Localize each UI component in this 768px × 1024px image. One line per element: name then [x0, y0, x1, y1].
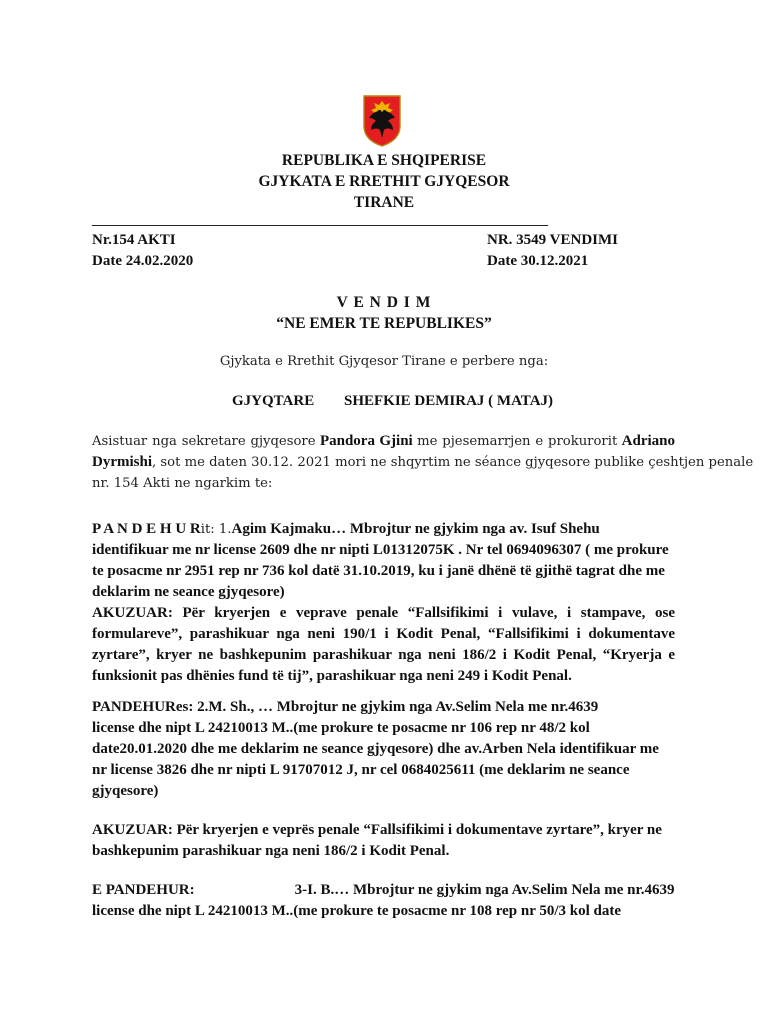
assisted-line-2: Dyrmishi, sot me daten 30.12. 2021 mori ne shqyrtim ne séance gjyqesore publike çeshtjen penale [92, 454, 754, 470]
albanian-coat-of-arms-icon [361, 92, 403, 148]
akti-date: Date 24.02.2020 [92, 253, 194, 269]
defendant-2-line-4: nr license 3826 dhe nr nipti L 91707012 J, nr cel 0684025611 (me deklarim ne seance [92, 762, 630, 778]
vendimi-date: Date 30.12.2021 [487, 253, 589, 269]
assisted-line-3: nr. 154 Akti ne ngarkim te: [92, 476, 273, 491]
defendant-3-line-2: license dhe nipt L 24210013 M..(me prokure te posacme nr 108 rep nr 50/3 kol date [92, 903, 622, 919]
header-divider [92, 225, 548, 226]
vendimi-number: NR. 3549 VENDIMI [487, 232, 618, 248]
charge-1-line-2: formulareve”, parashikuar nga neni 190/1 i Kodit Penal, “Fallsifikimi i dokumentave [92, 626, 675, 642]
defendant-2-line-5: gjyqesore) [92, 783, 159, 799]
assisted-line-1: Asistuar nga sekretare gjyqesore Pandora Gjini me pjesemarrjen e prokurorit Adriano [92, 433, 676, 449]
decision-title: V E N D I M [336, 294, 432, 311]
defendant-1-line-3: te posacme nr 2951 rep nr 736 kol datë 31.10.2019, ku i janë dhënë të gjithë tagrat dhe me [92, 563, 665, 579]
charge-1-line-3: zyrtare”, kryer ne bashkepunim parashikuar nga neni 186/2 i Kodit Penal, “Kryerja e [92, 647, 675, 663]
header-city: TIRANE [353, 194, 415, 211]
judge-label: GJYQTARE [232, 393, 315, 409]
judge-name: SHEFKIE DEMIRAJ ( MATAJ) [344, 393, 554, 409]
charge-2-line-2: bashkepunim parashikuar nga neni 186/2 i Kodit Penal. [92, 843, 450, 859]
header-court: GJYKATA E RRETHIT GJYQESOR [258, 173, 510, 190]
defendant-2-line-1: PANDEHURes: 2.M. Sh., … Mbrojtur ne gjykim nga Av.Selim Nela me nr.4639 [92, 699, 599, 715]
defendant-2-line-2: license dhe nipt L 24210013 M..(me prokure te posacme nr 106 rep nr 48/2 kol [92, 720, 590, 736]
court-composition: Gjykata e Rrethit Gjyqesor Tirane e perbere nga: [219, 354, 549, 369]
defendant-3-line-1: E PANDEHUR: 3-I. B.… Mbrojtur ne gjykim nga Av.Selim Nela me nr.4639 [92, 882, 675, 898]
charge-1-line-1: AKUZUAR: Për kryerjen e veprave penale “Fallsifikimi i vulave, i stampave, ose [92, 605, 675, 621]
charge-1-line-4: funksionit pas dhënies fund të tij”, parashikuar nga neni 249 i Kodit Penal. [92, 668, 572, 684]
defendant-2-line-3: date20.01.2020 dhe me deklarim ne seance gjyqesore) dhe av.Arben Nela identifikuar me [92, 741, 659, 757]
defendant-1-line-4: deklarim ne seance gjyqesore) [92, 584, 285, 600]
defendant-1-line-1: P A N D E H U Rit: 1.Agim Kajmaku… Mbrojtur ne gjykim nga av. Isuf Shehu [92, 521, 600, 537]
defendant-1-line-2: identifikuar me nr license 2609 dhe nr nipti L01312075K . Nr tel 0694096307 ( me prokure [92, 542, 669, 558]
decision-subtitle: “NE EMER TE REPUBLIKES” [276, 315, 492, 332]
header-republic: REPUBLIKA E SHQIPERISE [281, 152, 487, 169]
akti-number: Nr.154 AKTI [92, 232, 176, 248]
charge-2-line-1: AKUZUAR: Për kryerjen e veprës penale “Fallsifikimi i dokumentave zyrtare”, kryer ne [92, 822, 662, 838]
